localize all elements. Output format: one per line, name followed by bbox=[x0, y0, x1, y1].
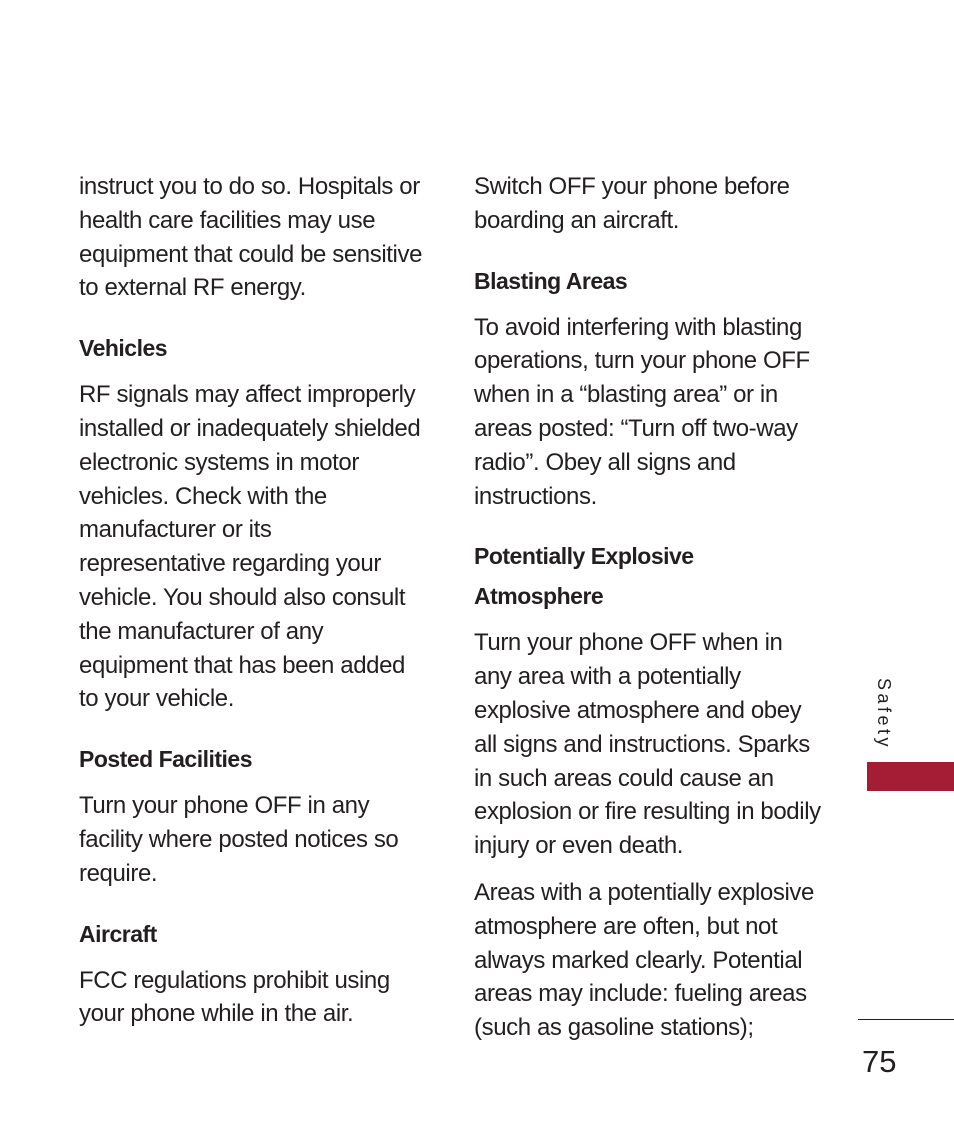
section-tab-label: Safety bbox=[874, 678, 894, 751]
aircraft-paragraph: FCC regulations prohibit using your phone while in the air. bbox=[79, 966, 390, 1028]
explosive-atmosphere-paragraph-1: Turn your phone OFF when in any area with a potentially explosive atmosphere and obey all signs and instructions. Sparks in such areas could cause an explosion or fire resulting in bodily injury or even death. bbox=[474, 629, 821, 860]
blasting-areas-paragraph: To avoid interfering with blasting operations, turn your phone OFF when in a “blasting area” or in areas posted: “Turn off two-way radio”. Obey all signs and instructions. bbox=[474, 313, 810, 510]
aircraft-heading: Aircraft bbox=[79, 920, 157, 947]
right-column bbox=[474, 170, 824, 1045]
aircraft-continued-paragraph: Switch OFF your phone before boarding an aircraft. bbox=[474, 173, 790, 234]
posted-facilities-heading: Posted Facilities bbox=[79, 746, 253, 773]
blasting-areas-heading: Blasting Areas bbox=[474, 267, 628, 294]
intro-paragraph: instruct you to do so. Hospitals or health care facilities may use equipment that could be sensitive to external RF energy. bbox=[79, 173, 423, 302]
explosive-atmosphere-paragraph-2: Areas with a potentially explosive atmosphere are often, but not always marked clearly. Potential areas may include: fueling areas (such as gasoline stations); bbox=[474, 878, 814, 1042]
explosive-atmosphere-heading-line2: Atmosphere bbox=[474, 583, 604, 610]
explosive-atmosphere-heading-line1: Potentially Explosive bbox=[474, 543, 694, 570]
vehicles-heading: Vehicles bbox=[79, 335, 168, 362]
left-column bbox=[79, 170, 424, 1031]
section-tab-bar bbox=[867, 762, 954, 791]
footer-rule bbox=[858, 1019, 954, 1020]
page-number: 75 bbox=[862, 1044, 897, 1079]
vehicles-paragraph: RF signals may affect improperly installed or inadequately shielded electronic systems in motor vehicles. Check with the manufacturer or its representative regarding your vehicle. You should also consult the manufacturer of any equipment that has been added to your vehicle. bbox=[79, 381, 421, 713]
posted-facilities-paragraph: Turn your phone OFF in any facility where posted notices so require. bbox=[79, 792, 399, 887]
